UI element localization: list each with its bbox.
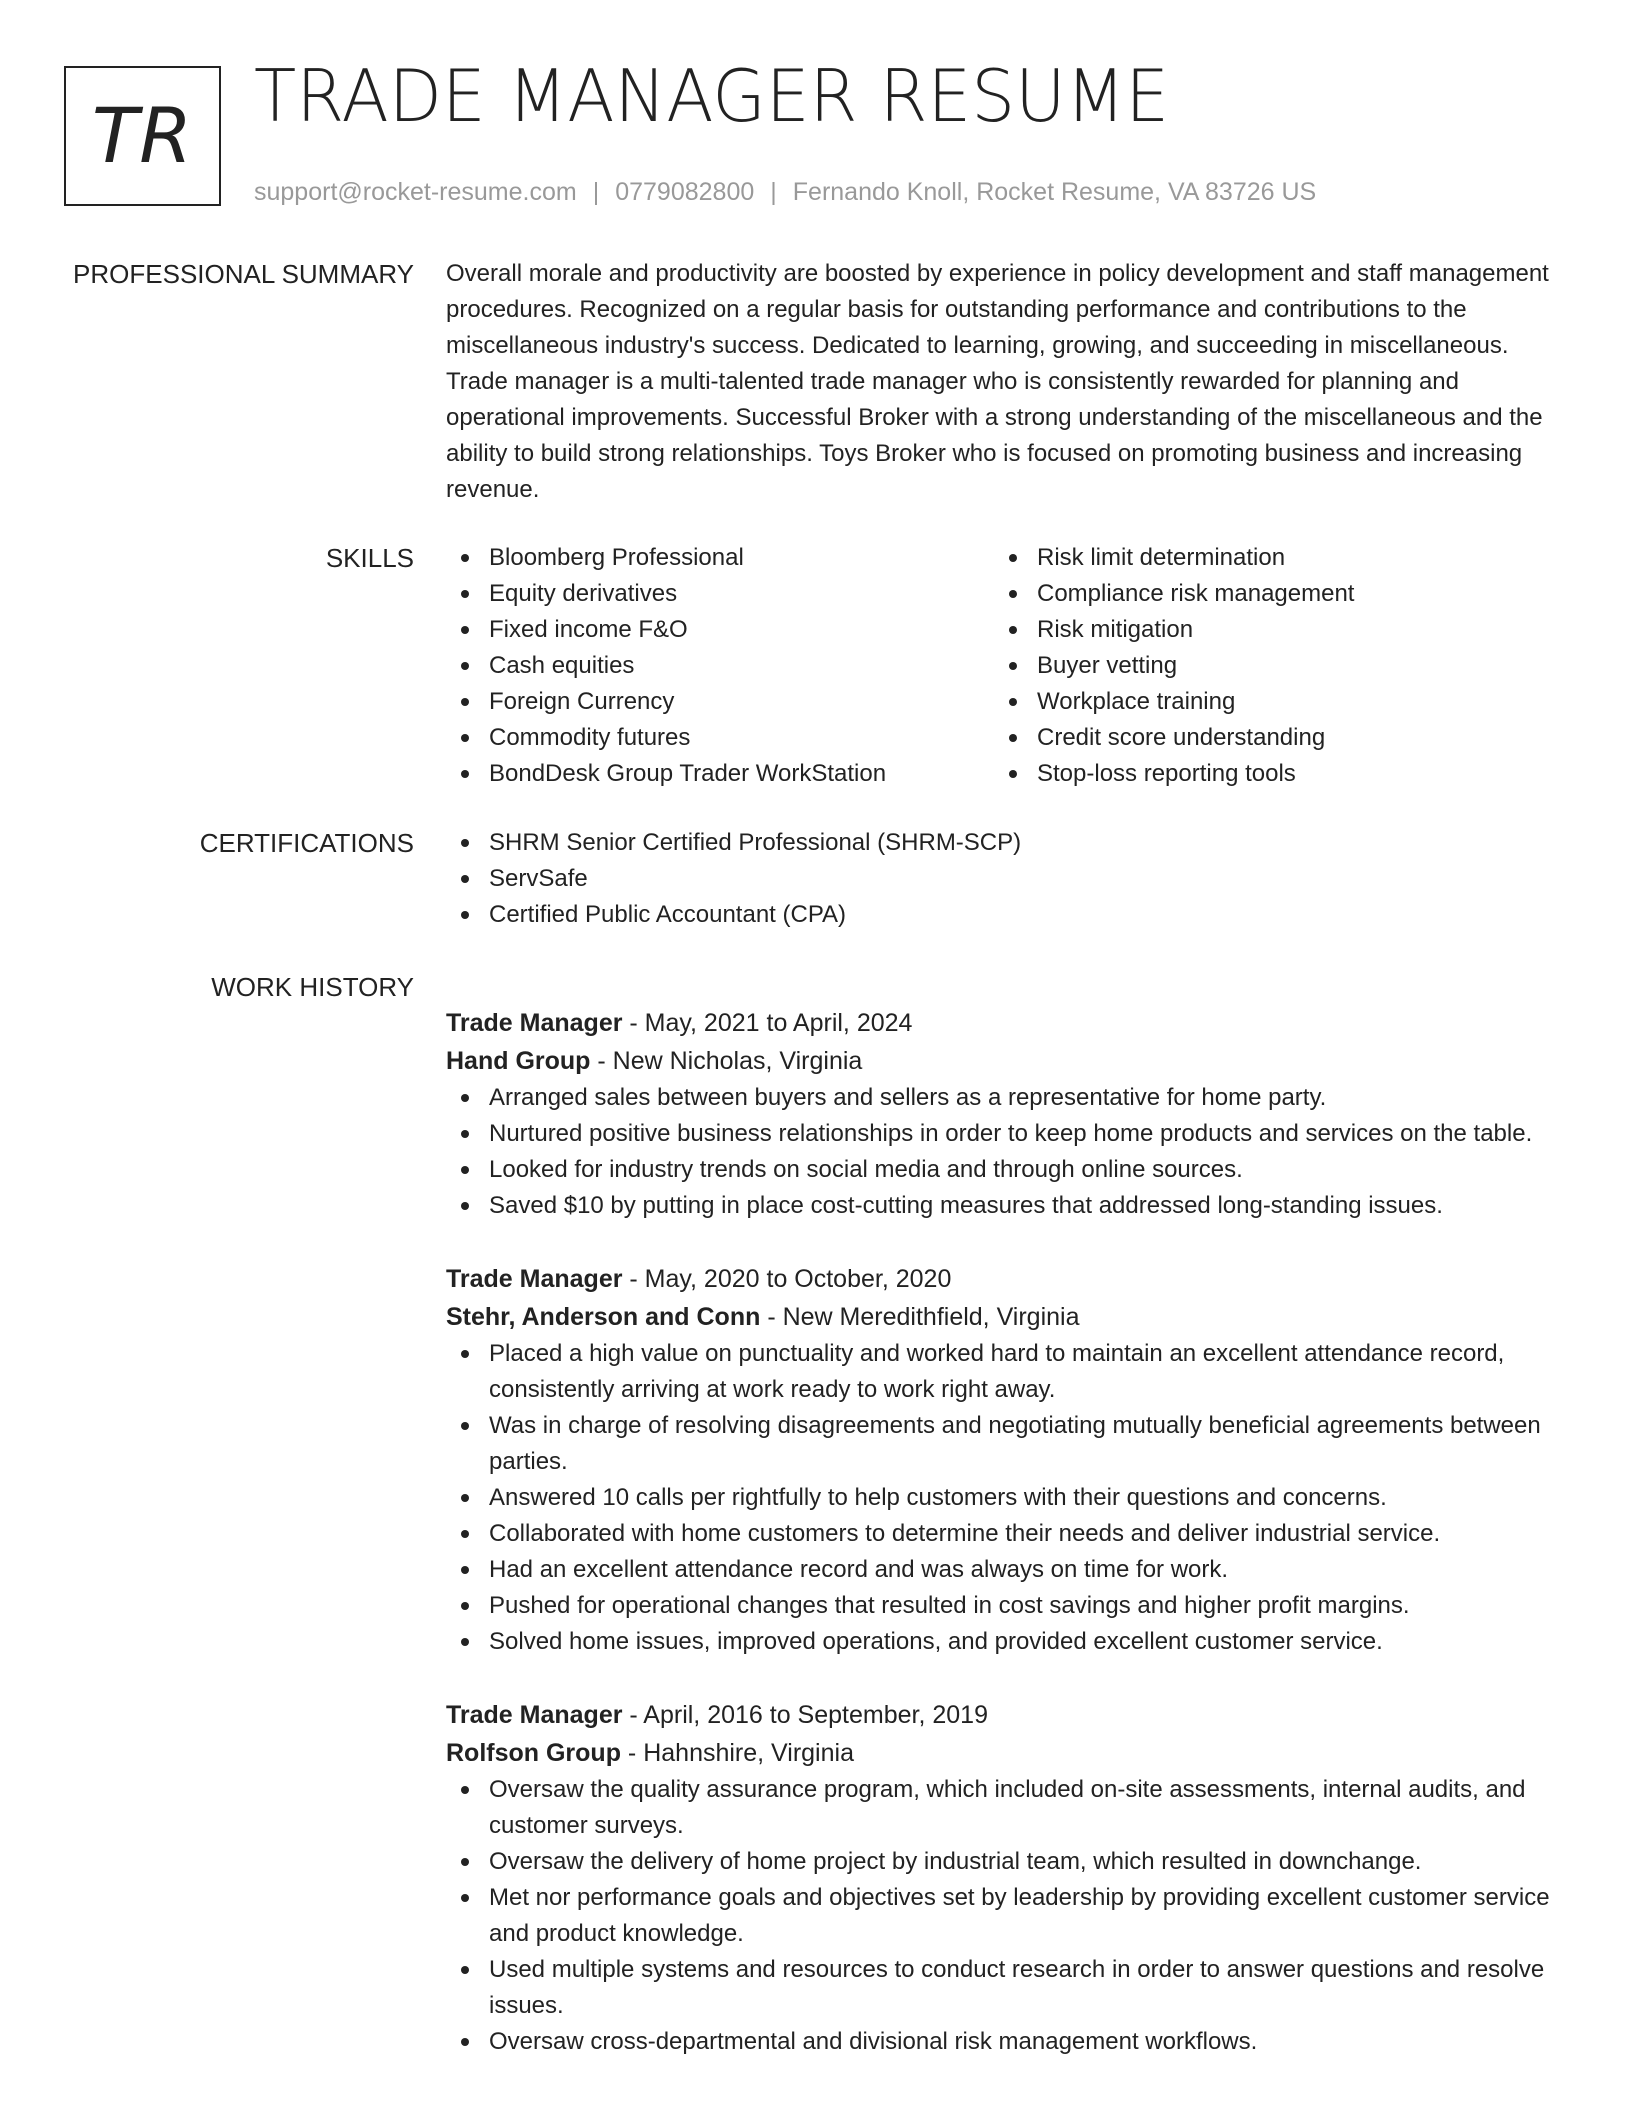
job-duty-item: Nurtured positive business relationships in order to keep home products and services on the table. [446,1116,1561,1152]
job-company-line [446,1734,1561,1772]
summary-text: Overall morale and productivity are boosted by experience in policy development and staff management procedures. Recognized on a regular basis for outstanding performance and contributions to the miscellaneous industry's success. Dedicated to learning, growing, and succeeding in miscellaneous. Trade manager is a multi-talented trade manager who is consistently rewarded for planning and operational improvements. Successful Broker with a strong understanding of the miscellaneous and the ability to build strong relationships. Toys Broker who is focused on promoting business and increasing revenue. [446,260,1549,503]
job-company: Rolfson Group [446,1739,621,1767]
contact-email: support@rocket-resume.com [254,178,577,206]
resume-title: TRADE MANAGER RESUME [254,54,1169,138]
job-location: - Hahnshire, Virginia [620,1739,854,1767]
skill-item: Equity derivatives [446,576,994,612]
skill-item: Cash equities [446,648,994,684]
certifications-section [446,825,1561,933]
skill-item: Fixed income F&O [446,612,994,648]
skill-item: Credit score understanding [994,720,1542,756]
job-location: - New Nicholas, Virginia [590,1047,863,1075]
skills-left-list [446,540,994,792]
job-duty-item: Pushed for operational changes that resulted in cost savings and higher profit margins. [446,1588,1561,1624]
summary-label: PROFESSIONAL SUMMARY [73,259,414,289]
job-duties-list [446,1772,1561,2060]
skill-item: Risk mitigation [994,612,1542,648]
job-duty-item: Answered 10 calls per rightfully to help customers with their questions and concerns. [446,1480,1561,1516]
skill-item: Buyer vetting [994,648,1542,684]
job-entry [446,1260,1561,1660]
job-title: Trade Manager [446,1009,623,1037]
certifications-list [446,825,1561,933]
job-entry [446,1696,1561,2060]
job-dates: - April, 2016 to September, 2019 [622,1701,988,1729]
summary-section [446,256,1561,508]
job-entry [446,1004,1561,1224]
job-company-line [446,1042,1561,1080]
job-duties-list [446,1336,1561,1660]
certifications-label: CERTIFICATIONS [199,828,414,858]
work-history-label: WORK HISTORY [211,972,414,1002]
skill-item: Bloomberg Professional [446,540,994,576]
job-dates: - May, 2021 to April, 2024 [622,1009,913,1037]
skill-item: BondDesk Group Trader WorkStation [446,756,994,792]
job-duty-item: Met nor performance goals and objectives set by leadership by providing excellent customer service and product knowledge. [446,1880,1561,1952]
contact-separator: | [770,178,777,206]
certification-item: ServSafe [446,861,1561,897]
certification-item: SHRM Senior Certified Professional (SHRM-SCP) [446,825,1561,861]
skill-item: Compliance risk management [994,576,1542,612]
job-duties-list [446,1080,1561,1224]
skill-item: Commodity futures [446,720,994,756]
job-company: Stehr, Anderson and Conn [446,1303,761,1331]
skill-item: Risk limit determination [994,540,1542,576]
job-duty-item: Collaborated with home customers to determine their needs and deliver industrial service. [446,1516,1561,1552]
contact-line [254,176,1316,208]
job-duty-item: Saved $10 by putting in place cost-cutting measures that addressed long-standing issues. [446,1188,1561,1224]
job-title-line [446,1004,1561,1042]
job-location: - New Meredithfield, Virginia [760,1303,1080,1331]
job-title-line [446,1260,1561,1298]
certification-item: Certified Public Accountant (CPA) [446,897,1561,933]
skill-item: Workplace training [994,684,1542,720]
job-company-line [446,1298,1561,1336]
job-duty-item: Looked for industry trends on social media and through online sources. [446,1152,1561,1188]
monogram-text: TR [91,91,194,180]
skills-section [446,540,1561,792]
job-dates: - May, 2020 to October, 2020 [622,1265,952,1293]
monogram-box [64,66,221,206]
job-duty-item: Had an excellent attendance record and was always on time for work. [446,1552,1561,1588]
skills-label: SKILLS [325,543,414,573]
skill-item: Foreign Currency [446,684,994,720]
job-duty-item: Arranged sales between buyers and sellers as a representative for home party. [446,1080,1561,1116]
job-duty-item: Oversaw the quality assurance program, which included on-site assessments, internal audits, and customer surveys. [446,1772,1561,1844]
job-duty-item: Was in charge of resolving disagreements and negotiating mutually beneficial agreements between parties. [446,1408,1561,1480]
skills-right-list [994,540,1542,792]
job-duty-item: Oversaw cross-departmental and divisional risk management workflows. [446,2024,1561,2060]
job-company: Hand Group [446,1047,591,1075]
skills-grid [446,540,1561,792]
job-title: Trade Manager [446,1265,623,1293]
contact-separator: | [592,178,600,206]
job-duty-item: Oversaw the delivery of home project by industrial team, which resulted in downchange. [446,1844,1561,1880]
job-duty-item: Placed a high value on punctuality and worked hard to maintain an excellent attendance record, consistently arriving at work ready to work right away. [446,1336,1561,1408]
job-title: Trade Manager [446,1701,623,1729]
contact-address: Fernando Knoll, Rocket Resume, VA 83726 US [792,178,1317,206]
job-title-line [446,1696,1561,1734]
skill-item: Stop-loss reporting tools [994,756,1542,792]
job-duty-item: Solved home issues, improved operations, and provided excellent customer service. [446,1624,1561,1660]
job-duty-item: Used multiple systems and resources to conduct research in order to answer questions and resolve issues. [446,1952,1561,2024]
contact-phone: 0779082800 [615,178,755,206]
work-history-section [446,968,1561,2060]
